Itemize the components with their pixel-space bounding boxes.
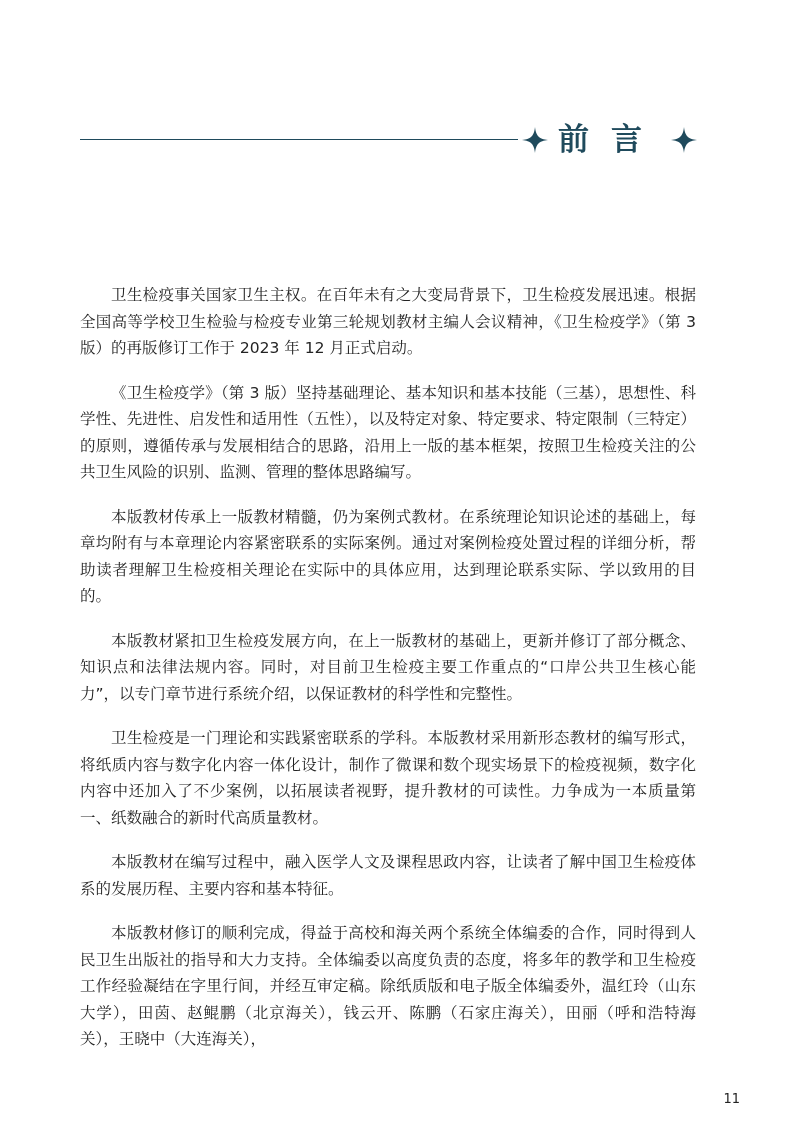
sparkle-star-icon [670,126,698,154]
sparkle-star-icon [521,126,549,154]
paragraph: 本版教材紧扣卫生检疫发展方向，在上一版教材的基础上，更新并修订了部分概念、知识点和法律法规内容。同时，对目前卫生检疫主要工作重点的“口岸公共卫生核心能力”，以专门章节进行系统介绍，以保证教材的科学性和完整性。 [80,631,696,703]
paragraph: 本版教材修订的顺利完成，得益于高校和海关两个系统全体编委的合作，同时得到人民卫生出版社的指导和大力支持。全体编委以高度负责的态度，将多年的教学和卫生检疫工作经验凝结在字里行间，并经互审定稿。除纸质版和电子版全体编委外，温红玲（山东大学），田茵、赵鲲鹏（北京海关），钱云开、陈鹏（石家庄海关），田丽（呼和浩特海关），王晓中（大连海关）， [80,924,696,1048]
paragraph: 《卫生检疫学》（第 3 版）坚持基础理论、基本知识和基本技能（三基），思想性、科学性、先进性、启发性和适用性（五性），以及特定对象、特定要求、特定限制（三特定）的原则，遵循传承与发展相结合的思路，沿用上一版的基本框架，按照卫生检疫关注的公共卫生风险的识别、监测、管理的整体思路编写。 [80,383,696,481]
paragraph: 卫生检疫事关国家卫生主权。在百年未有之大变局背景下，卫生检疫发展迅速。根据全国高等学校卫生检验与检疫专业第三轮规划教材主编人会议精神，《卫生检疫学》（第 3 版）的再版修订工作于 2023 年 12 月正式启动。 [80,286,696,357]
page-number: 11 [723,1092,740,1107]
section-header [80,118,700,162]
paragraph: 本版教材传承上一版教材精髓，仍为案例式教材。在系统理论知识论述的基础上，每章均附有与本章理论内容紧密联系的实际案例。通过对案例检疫处置过程的详细分析，帮助读者理解卫生检疫相关理论在实际中的具体应用，达到理论联系实际、学以致用的目的。 [80,507,696,605]
paragraph: 本版教材在编写过程中，融入医学人文及课程思政内容，让读者了解中国卫生检疫体系的发展历程、主要内容和基本特征。 [80,853,696,898]
header-rule-line [80,139,518,140]
paragraph: 卫生检疫是一门理论和实践紧密联系的学科。本版教材采用新形态教材的编写形式，将纸质内容与数字化内容一体化设计，制作了微课和数个现实场景下的检疫视频，数字化内容中还加入了不少案例，以拓展读者视野，提升教材的可读性。力争成为一本质量第一、纸数融合的新时代高质量教材。 [80,729,696,827]
preface-body [80,282,696,1071]
page-title: 前言 [558,122,664,158]
